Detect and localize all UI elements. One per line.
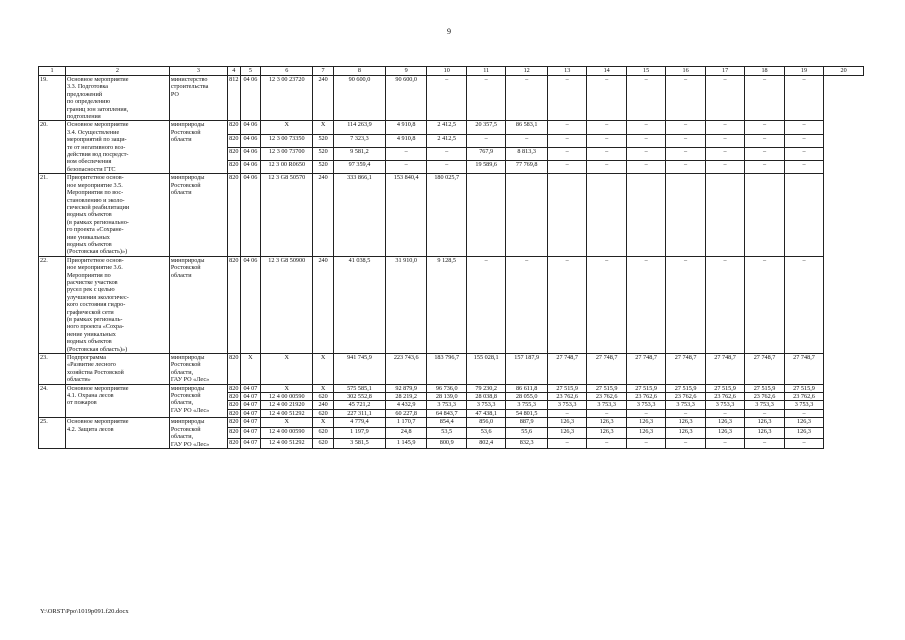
cell-col-11: –: [466, 134, 505, 147]
row-executor: минприроды Ростовской области, ГАУ РО «Лес»: [169, 418, 227, 449]
cell-col-12: 86 583,1: [506, 121, 548, 134]
cell-col-17: 126,3: [705, 418, 744, 428]
cell-col-7: 620: [313, 438, 334, 448]
cell-col-10: 53,5: [427, 428, 466, 438]
cell-col-11: 856,0: [466, 418, 505, 428]
cell-col-12: –: [506, 76, 548, 121]
cell-col-10: 9 128,5: [427, 256, 466, 353]
cell-col-13: 3 753,3: [547, 401, 586, 409]
cell-col-14: –: [587, 147, 626, 160]
cell-col-9: 1 170,7: [385, 418, 427, 428]
cell-col-13: 126,3: [547, 428, 586, 438]
cell-col-16: 23 762,6: [666, 393, 705, 401]
cell-col-14: –: [587, 409, 626, 417]
header-cell-2: 2: [66, 67, 170, 76]
cell-col-13: 126,3: [547, 418, 586, 428]
cell-col-17: –: [705, 438, 744, 448]
cell-col-4: 820: [228, 174, 240, 256]
cell-col-17: –: [705, 409, 744, 417]
cell-col-8: 333 866,1: [333, 174, 385, 256]
cell-col-10: 96 736,0: [427, 384, 466, 392]
header-cell-5: 5: [240, 67, 261, 76]
cell-col-4: 820: [228, 256, 240, 353]
cell-col-5: 04 07: [240, 401, 261, 409]
budget-table: [38, 66, 864, 449]
cell-col-14: –: [587, 134, 626, 147]
cell-col-6: 12 3 00 R0650: [261, 161, 313, 174]
row-name: Основное мероприятие 3.3. Подготовка предложений по определению границ зон затопления, подтопления: [66, 76, 170, 121]
cell-col-17: [705, 174, 744, 256]
header-cell-12: 12: [506, 67, 548, 76]
cell-col-12: 55,6: [506, 428, 548, 438]
header-cell-4: 4: [228, 67, 240, 76]
cell-col-17: –: [705, 76, 744, 121]
cell-col-13: –: [547, 134, 586, 147]
table-row: [39, 121, 864, 134]
header-row: [39, 67, 864, 76]
cell-col-4: 820: [228, 121, 240, 134]
cell-col-11: 802,4: [466, 438, 505, 448]
cell-col-18: –: [745, 438, 784, 448]
cell-col-17: –: [705, 147, 744, 160]
header-cell-20: 20: [824, 67, 864, 76]
cell-col-4: 820: [228, 418, 240, 428]
cell-col-17: 27 515,9: [705, 384, 744, 392]
row-name: Основное мероприятие 4.1. Охрана лесов от пожаров: [66, 384, 170, 418]
cell-col-10: 180 025,7: [427, 174, 466, 256]
cell-col-14: –: [587, 76, 626, 121]
cell-col-5: 04 07: [240, 428, 261, 438]
cell-col-17: 3 753,3: [705, 401, 744, 409]
cell-col-11: 47 438,1: [466, 409, 505, 417]
cell-col-19: –: [784, 409, 823, 417]
cell-col-7: 520: [313, 147, 334, 160]
header-cell-10: 10: [427, 67, 466, 76]
cell-col-5: 04 06: [240, 147, 261, 160]
cell-col-8: 227 311,1: [333, 409, 385, 417]
cell-col-6: 12 4 00 51292: [261, 409, 313, 417]
cell-col-7: Х: [313, 354, 334, 385]
header-cell-11: 11: [466, 67, 505, 76]
row-executor: минприроды Ростовской области, ГАУ РО «Лес»: [169, 384, 227, 418]
cell-col-9: 4 910,8: [385, 134, 427, 147]
cell-col-11: [466, 174, 505, 256]
header-cell-16: 16: [666, 67, 705, 76]
cell-col-14: –: [587, 161, 626, 174]
cell-col-13: 27 515,9: [547, 384, 586, 392]
cell-col-15: –: [626, 438, 665, 448]
cell-col-12: 86 611,8: [506, 384, 548, 392]
header-cell-18: 18: [745, 67, 784, 76]
cell-col-4: 820: [228, 147, 240, 160]
footer-file-path: Y:\ORST\Ppo\1019p091.f20.docx: [40, 608, 129, 615]
cell-col-13: [547, 174, 586, 256]
header-cell-19: 19: [784, 67, 823, 76]
cell-col-10: 64 843,7: [427, 409, 466, 417]
cell-col-7: 520: [313, 134, 334, 147]
cell-col-18: 126,3: [745, 418, 784, 428]
cell-col-8: 3 581,5: [333, 438, 385, 448]
cell-col-13: –: [547, 161, 586, 174]
cell-col-18: –: [745, 134, 784, 147]
cell-col-19: 126,3: [784, 428, 823, 438]
cell-col-16: 126,3: [666, 428, 705, 438]
cell-col-18: 126,3: [745, 428, 784, 438]
cell-col-15: 3 753,3: [626, 401, 665, 409]
cell-col-7: Х: [313, 121, 334, 134]
cell-col-11: –: [466, 256, 505, 353]
cell-col-15: 27 515,9: [626, 384, 665, 392]
cell-col-4: 820: [229, 409, 239, 417]
cell-col-12: 54 801,5: [506, 409, 548, 417]
cell-col-19: –: [784, 256, 823, 353]
cell-col-16: 27 748,7: [666, 354, 705, 385]
cell-col-18: –: [745, 161, 784, 174]
cell-col-13: 27 748,7: [547, 354, 586, 385]
cell-col-6: 12 3 G8 50570: [261, 174, 313, 256]
cell-col-11: 3 753,3: [466, 401, 505, 409]
cell-col-10: –: [427, 161, 466, 174]
header-cell-6: 6: [261, 67, 313, 76]
cell-col-8: 1 197,9: [333, 428, 385, 438]
cell-col-12: 832,3: [506, 438, 548, 448]
cell-col-7: 240: [313, 401, 334, 409]
cell-col-5: 04 07: [240, 393, 261, 401]
cell-col-17: 23 762,6: [705, 393, 744, 401]
cell-col-7: 620: [313, 409, 334, 417]
cell-col-16: –: [666, 134, 705, 147]
cell-col-13: –: [547, 438, 586, 448]
cell-col-4: 820: [229, 384, 239, 392]
header-cell-8: 8: [333, 67, 385, 76]
cell-col-19: 27 748,7: [784, 354, 823, 385]
row-executor: минприроды Ростовской области, ГАУ РО «Лес»: [169, 354, 227, 385]
table-row: [39, 256, 864, 353]
table-row: [39, 174, 864, 256]
cell-col-13: –: [547, 256, 586, 353]
cell-col-5: 04 06: [240, 174, 261, 256]
cell-col-7: 520: [313, 161, 334, 174]
cell-col-8: 575 585,1: [333, 384, 385, 392]
cell-col-6: 12 4 00 00590: [261, 428, 313, 438]
cell-col-16: 3 753,3: [666, 401, 705, 409]
cell-col-10: 800,9: [427, 438, 466, 448]
cell-col-14: 126,3: [587, 418, 626, 428]
cell-col-7: 240: [313, 256, 334, 353]
cell-col-10: 28 139,0: [427, 393, 466, 401]
table-row: [39, 418, 864, 428]
cell-col-17: –: [705, 121, 744, 134]
cell-col-10: 854,4: [427, 418, 466, 428]
cell-col-19: –: [784, 134, 823, 147]
cell-col-5: 04 07: [240, 438, 261, 448]
header-cell-1: 1: [39, 67, 66, 76]
cell-col-9: 1 145,9: [385, 438, 427, 448]
cell-col-10: 2 412,5: [427, 134, 466, 147]
table-row: [39, 384, 864, 392]
cell-col-14: 27 515,9: [587, 384, 626, 392]
cell-col-14: [587, 174, 626, 256]
cell-col-9: 223 743,6: [385, 354, 427, 385]
row-name: Приоритетное основ- ное мероприятие 3.5. Мероприятия по вос- становлению и эколо- гической реабилитации водных объектов (в рамках регионально- го проекта «Сохране- ние уникальных водных объектов (Ростовская область)»): [66, 174, 170, 256]
cell-col-4: 820: [228, 438, 240, 448]
table-body: [39, 76, 864, 449]
cell-col-8: 4 779,4: [333, 418, 385, 428]
cell-col-12: 887,9: [506, 418, 548, 428]
cell-col-12: 8 813,3: [506, 147, 548, 160]
cell-col-7: Х: [313, 384, 334, 392]
cell-col-17: –: [705, 161, 744, 174]
cell-col-13: –: [547, 147, 586, 160]
row-number: 21.: [39, 174, 66, 256]
cell-col-6: Х: [261, 354, 313, 385]
header-cell-13: 13: [547, 67, 586, 76]
cell-col-6: 12 4 00 21920: [261, 401, 313, 409]
row-name: Основное мероприятие 3.4. Осуществление мероприятий по защи- те от негативного воз- действия вод посредст- вом обеспечения безопасности ГТС: [66, 121, 170, 174]
cell-col-11: 28 038,8: [466, 393, 505, 401]
cell-col-8: 302 552,8: [333, 393, 385, 401]
cell-col-11: 53,6: [466, 428, 505, 438]
cell-col-9: 31 910,0: [385, 256, 427, 353]
cell-col-18: [745, 174, 784, 256]
cell-col-14: –: [587, 256, 626, 353]
cell-col-16: –: [666, 256, 705, 353]
cell-col-19: –: [784, 438, 823, 448]
row-number: 20.: [39, 121, 66, 174]
cell-col-8: 90 600,0: [333, 76, 385, 121]
cell-col-9: –: [385, 147, 427, 160]
cell-col-7: 240: [313, 174, 334, 256]
cell-col-4: 820: [228, 134, 240, 147]
cell-col-15: –: [626, 409, 665, 417]
cell-col-5: 04 07: [240, 418, 261, 428]
row-executor: минприроды Ростовской области: [169, 121, 227, 174]
cell-col-19: 27 515,9: [784, 384, 823, 392]
cell-col-16: –: [666, 409, 705, 417]
cell-col-9: 90 600,0: [385, 76, 427, 121]
cell-col-5: Х: [240, 354, 261, 385]
cell-col-13: –: [547, 121, 586, 134]
cell-col-12: 3 755,3: [506, 401, 548, 409]
cell-col-16: [666, 174, 705, 256]
row-executor: минприроды Ростовской области: [169, 174, 227, 256]
cell-col-14: –: [587, 121, 626, 134]
cell-col-17: –: [705, 134, 744, 147]
cell-col-6: 12 4 00 00590: [261, 393, 313, 401]
cell-col-8: 7 323,3: [333, 134, 385, 147]
cell-col-18: 27 748,7: [745, 354, 784, 385]
cell-col-10: 3 753,3: [427, 401, 466, 409]
cell-col-14: 3 753,3: [587, 401, 626, 409]
cell-col-9: 4 432,9: [385, 401, 427, 409]
table-row: [39, 76, 864, 121]
cell-col-15: –: [626, 256, 665, 353]
cell-col-4: 820: [229, 393, 239, 401]
cell-col-7: 620: [313, 428, 334, 438]
row-number: 19.: [39, 76, 66, 121]
cell-col-15: 126,3: [626, 428, 665, 438]
cell-col-4: 820: [229, 401, 239, 409]
cell-col-7: 620: [313, 393, 334, 401]
cell-col-16: –: [666, 147, 705, 160]
cell-col-19: 23 762,6: [784, 393, 823, 401]
cell-col-15: –: [626, 121, 665, 134]
cell-col-15: 23 762,6: [626, 393, 665, 401]
cell-col-18: –: [745, 256, 784, 353]
table-row: [39, 354, 864, 385]
cell-col-6: Х: [261, 418, 313, 428]
header-cell-3: 3: [169, 67, 227, 76]
cell-col-6: Х: [261, 121, 313, 134]
row-executor: министерство строительства РО: [169, 76, 227, 121]
cell-col-12: 28 055,0: [506, 393, 548, 401]
cell-col-6: 12 4 00 51292: [261, 438, 313, 448]
cell-col-19: –: [784, 121, 823, 134]
cell-col-17: 27 748,7: [705, 354, 744, 385]
cell-col-4: 812: [228, 76, 240, 121]
cell-col-19: 3 753,3: [784, 401, 823, 409]
row-executor: минприроды Ростовской области: [169, 256, 227, 353]
row-name: Основное мероприятие 4.2. Защита лесов: [66, 418, 170, 449]
cell-col-6: 12 3 00 73700: [261, 147, 313, 160]
cell-col-8: 97 359,4: [333, 161, 385, 174]
row-number: 23.: [39, 354, 66, 385]
cell-col-11: 19 589,6: [466, 161, 505, 174]
cell-col-8: 941 745,9: [333, 354, 385, 385]
cell-col-5: 04 06: [240, 134, 261, 147]
cell-col-19: [784, 174, 823, 256]
cell-col-9: –: [385, 161, 427, 174]
cell-col-6: Х: [261, 384, 313, 392]
cell-col-10: 183 796,7: [427, 354, 466, 385]
cell-col-12: –: [506, 134, 548, 147]
cell-col-6: 12 3 00 73350: [261, 134, 313, 147]
cell-col-14: –: [587, 438, 626, 448]
cell-col-11: –: [466, 76, 505, 121]
cell-col-7: 240: [313, 76, 334, 121]
cell-col-16: –: [666, 161, 705, 174]
cell-col-15: 126,3: [626, 418, 665, 428]
cell-col-12: 77 769,8: [506, 161, 548, 174]
cell-col-15: –: [626, 147, 665, 160]
cell-col-18: 27 515,9: [745, 384, 784, 392]
cell-col-18: 23 762,6: [745, 393, 784, 401]
cell-col-8: 45 721,2: [333, 401, 385, 409]
cell-col-8: 9 581,2: [333, 147, 385, 160]
cell-col-6: 12 3 G8 50900: [261, 256, 313, 353]
cell-col-18: –: [745, 147, 784, 160]
cell-col-16: –: [666, 438, 705, 448]
cell-col-5: 04 06: [240, 121, 261, 134]
cell-col-14: 126,3: [587, 428, 626, 438]
cell-col-9: 92 879,9: [385, 384, 427, 392]
cell-col-12: –: [506, 256, 548, 353]
cell-col-10: 2 412,5: [427, 121, 466, 134]
cell-col-18: –: [745, 409, 784, 417]
row-number: 24.: [39, 384, 66, 418]
cell-col-5: 04 07: [240, 384, 261, 392]
header-cell-14: 14: [587, 67, 626, 76]
cell-col-5: 04 07: [240, 409, 261, 417]
cell-col-11: 79 230,2: [466, 384, 505, 392]
cell-col-10: –: [427, 76, 466, 121]
cell-col-5: 04 06: [240, 76, 261, 121]
cell-col-15: 27 748,7: [626, 354, 665, 385]
cell-col-14: 23 762,6: [587, 393, 626, 401]
cell-col-18: 3 753,3: [745, 401, 784, 409]
cell-col-16: 126,3: [666, 418, 705, 428]
cell-col-15: –: [626, 134, 665, 147]
cell-col-19: –: [784, 76, 823, 121]
cell-col-15: –: [626, 76, 665, 121]
cell-col-17: 126,3: [705, 428, 744, 438]
header-cell-7: 7: [313, 67, 334, 76]
row-number: 25.: [39, 418, 66, 449]
cell-col-11: 20 357,5: [466, 121, 505, 134]
header-cell-15: 15: [626, 67, 665, 76]
cell-col-9: 60 227,8: [385, 409, 427, 417]
cell-col-15: [626, 174, 665, 256]
cell-col-4: 820: [228, 428, 240, 438]
cell-col-8: 41 038,5: [333, 256, 385, 353]
cell-col-18: –: [745, 121, 784, 134]
row-number: 22.: [39, 256, 66, 353]
cell-col-16: 27 515,9: [666, 384, 705, 392]
cell-col-11: 155 028,1: [466, 354, 505, 385]
cell-col-13: 23 762,6: [547, 393, 586, 401]
cell-col-4: 820: [228, 161, 240, 174]
row-name: Приоритетное основ- ное мероприятие 3.6. Мероприятия по расчистке участков русел рек с целью улучшения экологичес- кого состояния гидро- графической сети (в рамках региональ- ного проекта «Сохра- нение уникальных водных объектов (Ростовская область)»): [66, 256, 170, 353]
cell-col-8: 114 263,9: [333, 121, 385, 134]
cell-col-6: 12 3 00 23720: [261, 76, 313, 121]
cell-col-5: 04 06: [240, 161, 261, 174]
cell-col-11: 767,9: [466, 147, 505, 160]
cell-col-9: 28 219,2: [385, 393, 427, 401]
cell-col-9: 153 840,4: [385, 174, 427, 256]
header-cell-17: 17: [705, 67, 744, 76]
cell-col-15: –: [626, 161, 665, 174]
cell-col-4: 820: [228, 354, 240, 385]
page-number: 9: [447, 27, 451, 36]
header-cell-9: 9: [385, 67, 427, 76]
cell-col-10: –: [427, 147, 466, 160]
cell-col-17: –: [705, 256, 744, 353]
cell-col-5: 04 06: [240, 256, 261, 353]
cell-col-12: 157 187,9: [506, 354, 548, 385]
cell-col-13: –: [547, 409, 586, 417]
cell-col-16: –: [666, 121, 705, 134]
cell-col-9: 24,8: [385, 428, 427, 438]
cell-col-7: Х: [313, 418, 334, 428]
cell-col-14: 27 748,7: [587, 354, 626, 385]
cell-col-9: 4 910,8: [385, 121, 427, 134]
cell-col-19: –: [784, 147, 823, 160]
cell-col-18: –: [745, 76, 784, 121]
cell-col-19: 126,3: [784, 418, 823, 428]
cell-col-16: –: [666, 76, 705, 121]
cell-col-19: –: [784, 161, 823, 174]
cell-col-12: [506, 174, 548, 256]
cell-col-13: –: [547, 76, 586, 121]
row-name: Подпрограмма «Развитие лесного хозяйства Ростовской области»: [66, 354, 170, 385]
